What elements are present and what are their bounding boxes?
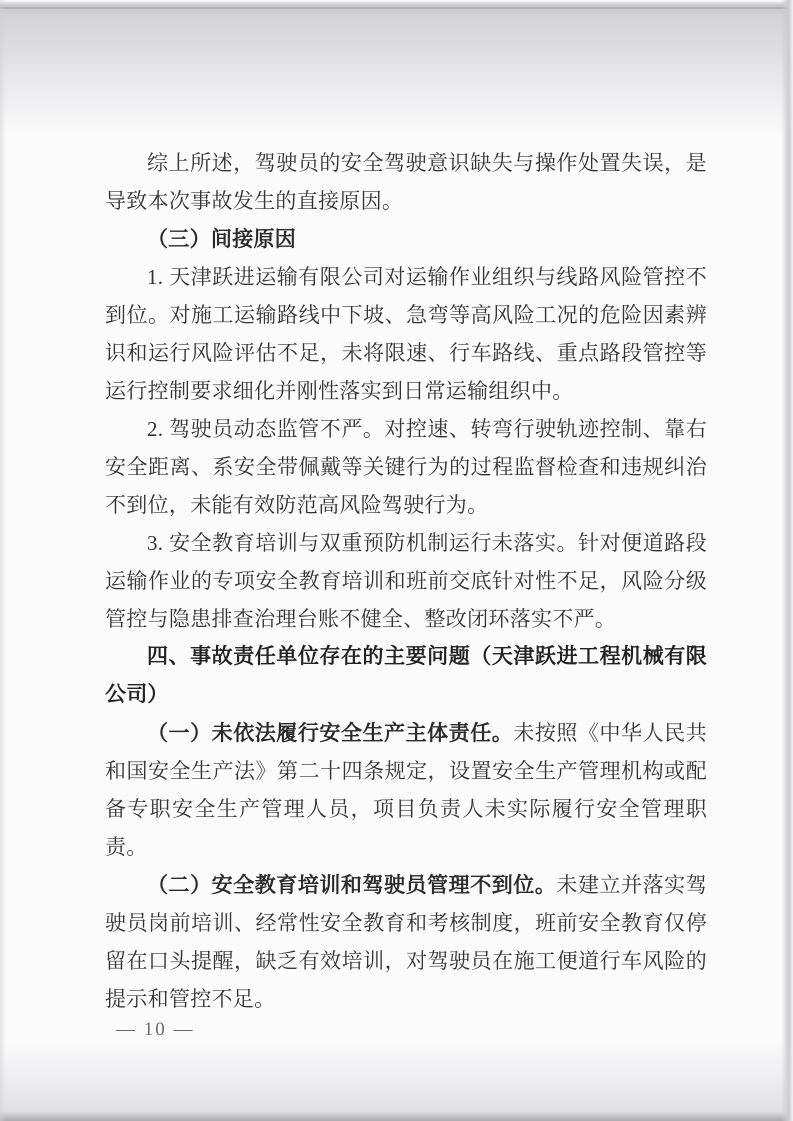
document-body [105,144,707,1018]
paragraph-problem-2-text: 未建立并落实驾驶员岗前培训、经常性安全教育和考核制度，班前安全教育仅停留在口头提醒，缺乏有效培训，对驾驶员在施工便道行车风险的提示和管控不足。 [105,873,707,1011]
paragraph-problem-2-lead: （二）安全教育培训和驾驶员管理不到位。 [147,873,557,897]
section-heading-indirect-causes: （三）间接原因 [147,227,297,251]
paragraph-indirect-cause-2: 2. 驾驶员动态监管不严。对控速、转弯行驶轨迹控制、靠右安全距离、系安全带佩戴等关键行为的过程监督检查和违规纠治不到位，未能有效防范高风险驾驶行为。 [105,417,707,517]
paragraph-indirect-cause-1: 1. 天津跃进运输有限公司对运输作业组织与线路风险管控不到位。对施工运输路线中下坡、急弯等高风险工况的危险因素辨识和运行风险评估不足，未将限速、行车路线、重点路段管控等运行控制要求细化并刚性落实到日常运输组织中。 [105,265,707,403]
paragraph-indirect-cause-3: 3. 安全教育培训与双重预防机制运行未落实。针对便道路段运输作业的专项安全教育培训和班前交底针对性不足，风险分级管控与隐患排查治理台账不健全、整改闭环落实不严。 [105,531,707,631]
page-number: — 10 — [116,1019,195,1040]
section-heading-responsible-unit-problems: 四、事故责任单位存在的主要问题（天津跃进工程机械有限公司） [105,645,707,706]
paragraph-problem-2 [105,866,707,1018]
paragraph-problem-1-text: 未按照《中华人民共和国安全生产法》第二十四条规定，设置安全生产管理机构或配备专职安全生产管理人员，项目负责人未实际履行安全管理职责。 [105,721,707,859]
paragraph-problem-1 [105,714,707,866]
paragraph-conclusion-direct-cause: 综上所述，驾驶员的安全驾驶意识缺失与操作处置失误，是导致本次事故发生的直接原因。 [105,151,707,213]
scan-top-edge-line [0,7,793,9]
paragraph-problem-1-lead: （一）未依法履行安全生产主体责任。 [147,721,514,745]
scan-right-edge-shadow [781,0,793,1121]
scan-bottom-shadow [0,1041,793,1121]
scan-top-shadow [0,0,793,135]
scan-left-edge-shadow [0,0,6,1121]
